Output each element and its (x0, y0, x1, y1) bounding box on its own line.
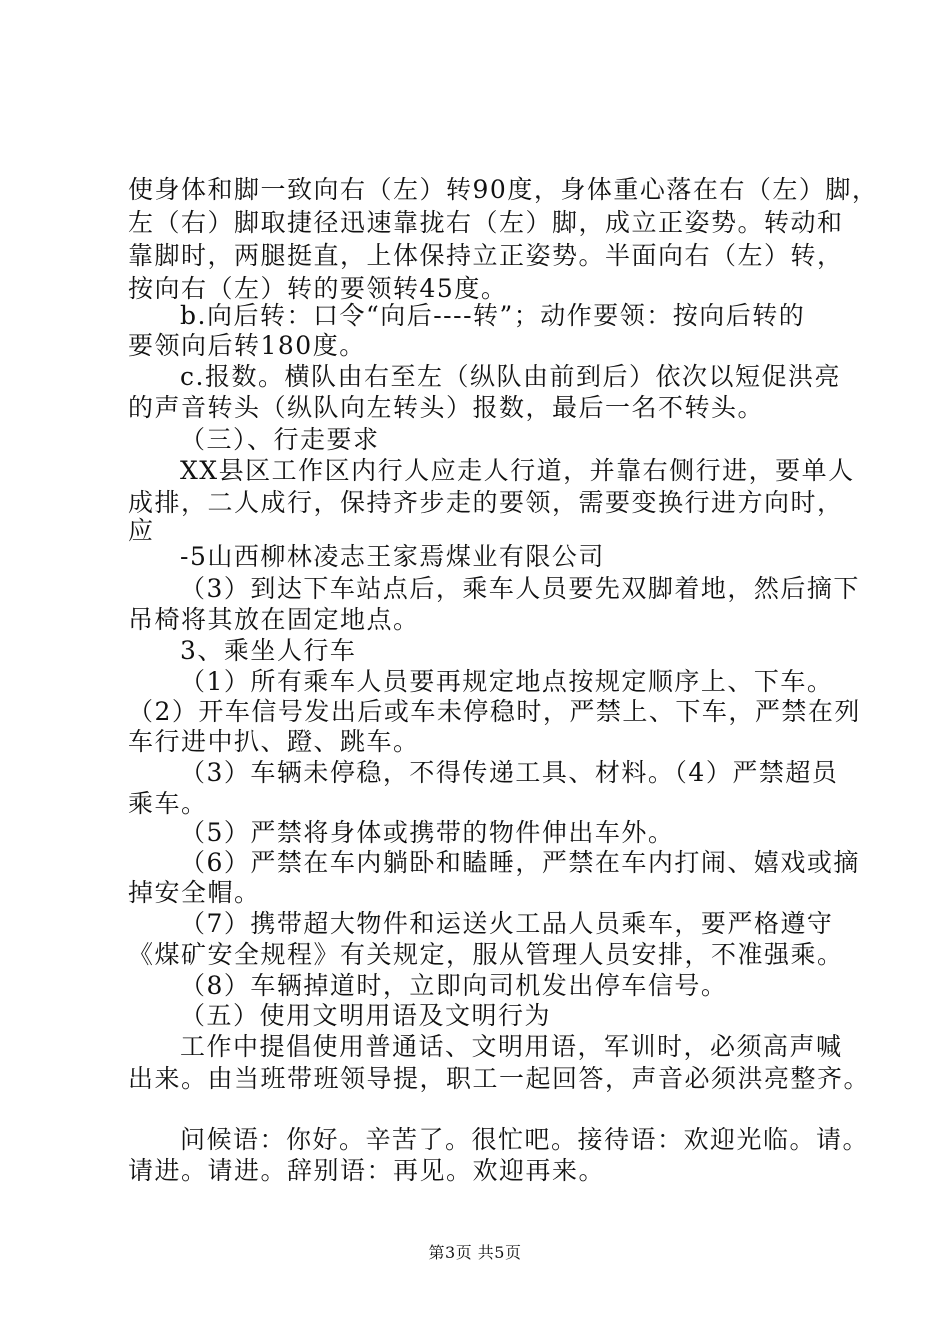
text-line: 要领向后转180度。 (128, 331, 366, 360)
text-line: 按向右（左）转的要领转45度。 (128, 274, 508, 303)
text-line: XX县区工作区内行人应走人行道，并靠右侧行进，要单人 (180, 456, 855, 485)
text-line: （6）严禁在车内躺卧和瞌睡，严禁在车内打闹、嬉戏或摘 (180, 848, 860, 877)
text-line: （7）携带超大物件和运送火工品人员乘车，要严格遵守 (180, 909, 834, 938)
section-heading: （三）、行走要求 (180, 425, 380, 454)
text-line: 出来。由当班带班领导提，职工一起回答，声音必须洪亮整齐。 (128, 1064, 871, 1093)
text-line: 吊椅将其放在固定地点。 (128, 605, 420, 634)
text-line: （3）车辆未停稳，不得传递工具、材料。（4）严禁超员 (180, 758, 839, 787)
text-line: 的声音转头（纵队向左转头）报数，最后一名不转头。 (128, 393, 765, 422)
text-line: 请进。请进。辞别语：再见。欢迎再来。 (128, 1156, 606, 1185)
text-line: b.向后转：口令“向后----转”；动作要领：按向后转的 (180, 301, 806, 330)
company-line: -5山西柳林凌志王家焉煤业有限公司 (180, 542, 605, 571)
text-line: 成排，二人成行，保持齐步走的要领，需要变换行进方向时， (128, 488, 844, 517)
text-line: 掉安全帽。 (128, 878, 261, 907)
section-heading: 3、乘坐人行车 (180, 636, 357, 665)
text-line: （5）严禁将身体或携带的物件伸出车外。 (180, 818, 675, 847)
text-line: 乘车。 (128, 789, 208, 818)
text-line: 车行进中扒、蹬、跳车。 (128, 727, 420, 756)
text-line: 工作中提倡使用普通话、文明用语，军训时，必须高声喊 (180, 1032, 843, 1061)
text-line: （1）所有乘车人员要再规定地点按规定顺序上、下车。 (180, 667, 834, 696)
section-heading: （五）使用文明用语及文明行为 (180, 1001, 552, 1030)
text-line: （8）车辆掉道时，立即向司机发出停车信号。 (180, 971, 728, 1000)
text-line: （3）到达下车站点后，乘车人员要先双脚着地，然后摘下 (180, 574, 860, 603)
text-line: 使身体和脚一致向右（左）转90度，身体重心落在右（左）脚， (128, 175, 879, 204)
text-line: 《煤矿安全规程》有关规定，服从管理人员安排，不准强乘。 (128, 940, 844, 969)
text-line: 靠脚时，两腿挺直，上体保持立正姿势。半面向右（左）转， (128, 241, 844, 270)
text-line: 应 (128, 516, 155, 545)
text-line: c.报数。横队由右至左（纵队由前到后）依次以短促洪亮 (180, 362, 841, 391)
text-line: 左（右）脚取捷径迅速靠拢右（左）脚，成立正姿势。转动和 (128, 208, 844, 237)
text-line: （2）开车信号发出后或车未停稳时，严禁上、下车，严禁在列 (128, 697, 861, 726)
page-footer: 第3页 共5页 (428, 1243, 522, 1262)
text-line: 问候语：你好。辛苦了。很忙吧。接待语：欢迎光临。请。 (180, 1125, 870, 1154)
